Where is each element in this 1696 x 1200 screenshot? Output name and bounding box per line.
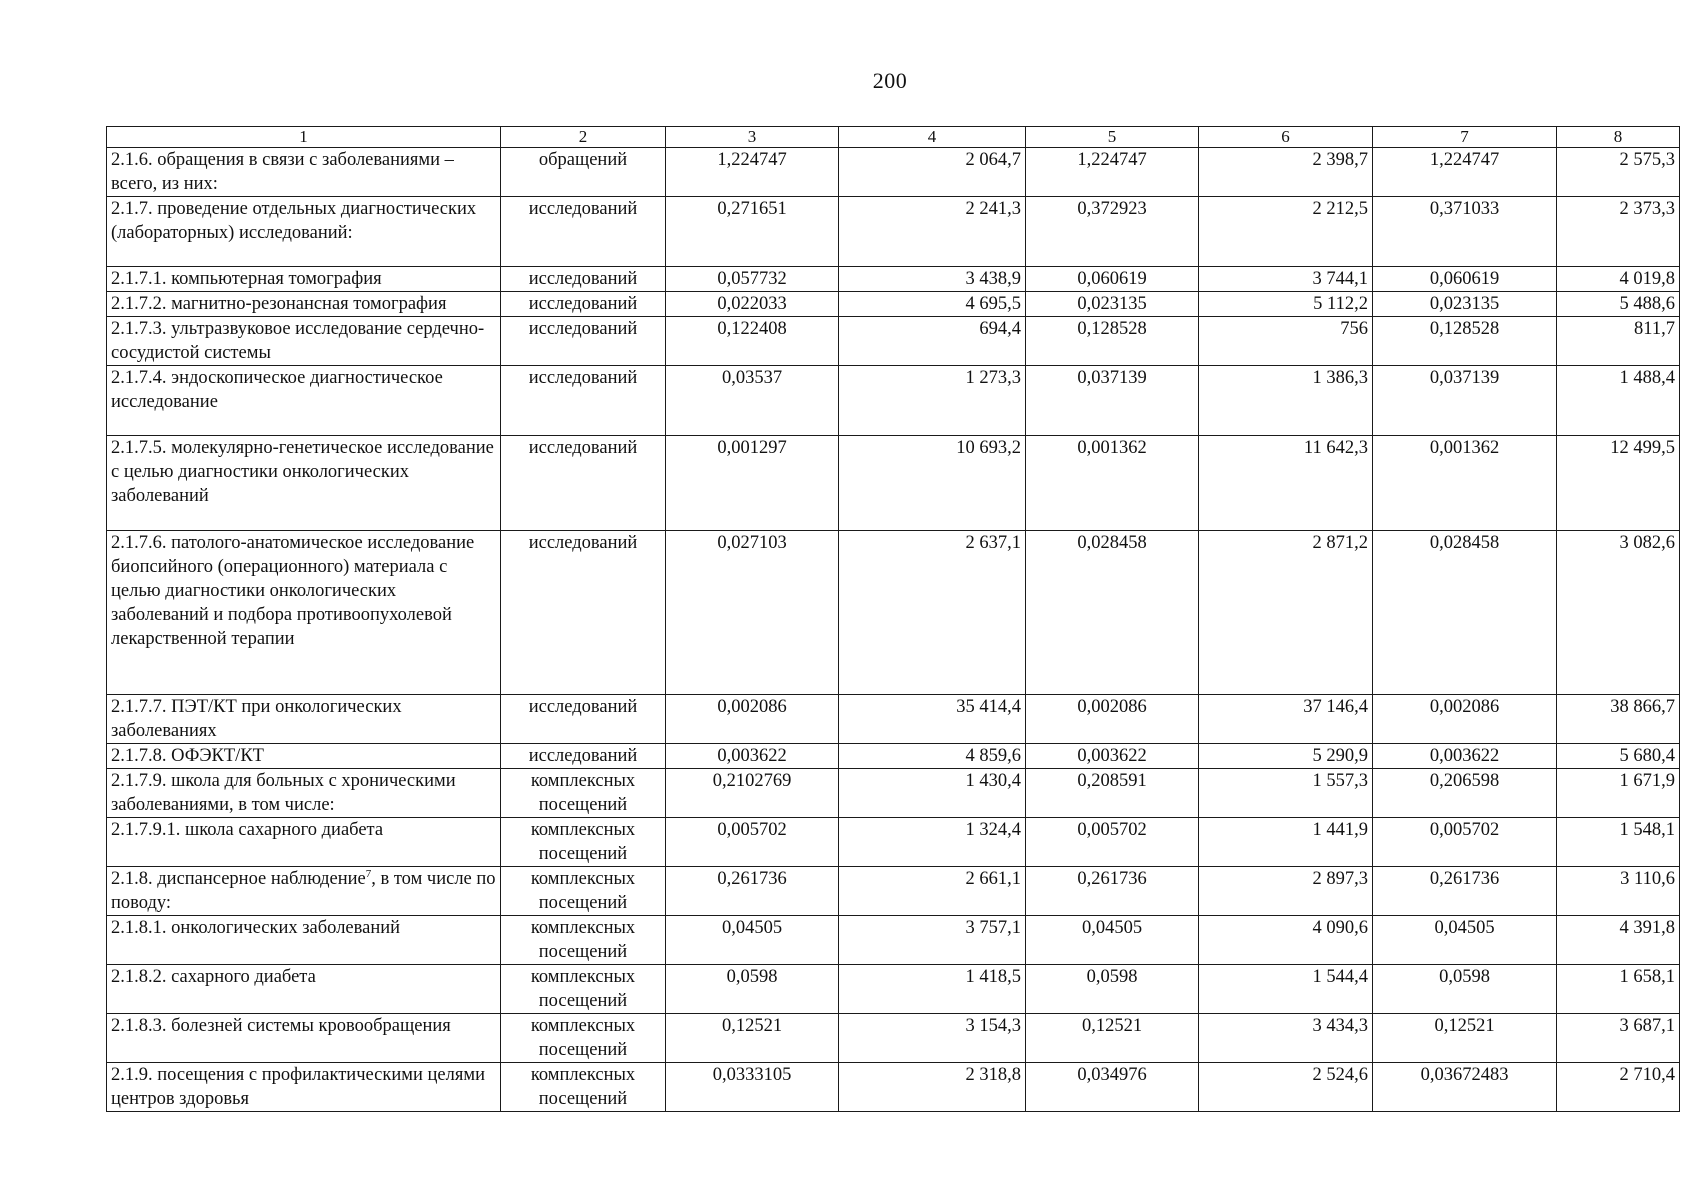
- cell-c5: 0,023135: [1026, 292, 1199, 317]
- column-header-8: 8: [1557, 127, 1680, 148]
- row-unit: комплексных посещений: [501, 916, 666, 965]
- cell-c3: 0,261736: [666, 867, 839, 916]
- column-header-3: 3: [666, 127, 839, 148]
- table-row: [107, 531, 1680, 695]
- header-row: [107, 127, 1680, 148]
- row-unit: исследований: [501, 292, 666, 317]
- cell-c5: 1,224747: [1026, 148, 1199, 197]
- row-name: [107, 744, 501, 769]
- cell-c8: 4 391,8: [1557, 916, 1680, 965]
- row-unit: исследований: [501, 531, 666, 695]
- cell-c8: 5 680,4: [1557, 744, 1680, 769]
- row-name: [107, 965, 501, 1014]
- cell-c4: 1 324,4: [839, 818, 1026, 867]
- row-name: [107, 436, 501, 531]
- cell-c6: 2 524,6: [1199, 1063, 1373, 1112]
- cell-c7: 0,12521: [1373, 1014, 1557, 1063]
- cell-c7: 1,224747: [1373, 148, 1557, 197]
- row-name: [107, 197, 501, 267]
- cell-c4: 10 693,2: [839, 436, 1026, 531]
- table-row: [107, 197, 1680, 267]
- cell-c5: 0,005702: [1026, 818, 1199, 867]
- cell-c6: 2 871,2: [1199, 531, 1373, 695]
- cell-c3: 0,0333105: [666, 1063, 839, 1112]
- row-name-text: 2.1.7. проведение отдельных диагностических (лабораторных) исследований:: [111, 199, 477, 243]
- row-name-text: 2.1.8.2. сахарного диабета: [111, 967, 316, 987]
- cell-c4: 3 757,1: [839, 916, 1026, 965]
- row-name-text: 2.1.7.9.1. школа сахарного диабета: [111, 820, 384, 840]
- row-name-text: 2.1.7.8. ОФЭКТ/КТ: [111, 746, 264, 766]
- row-name: [107, 148, 501, 197]
- cell-c7: 0,023135: [1373, 292, 1557, 317]
- cell-c5: 0,037139: [1026, 366, 1199, 436]
- table-row: [107, 366, 1680, 436]
- cell-c4: 1 273,3: [839, 366, 1026, 436]
- cell-c8: 1 671,9: [1557, 769, 1680, 818]
- cell-c6: 2 212,5: [1199, 197, 1373, 267]
- row-name-text: 2.1.7.5. молекулярно-генетическое исследование с целью диагностики онкологических заболеваний: [111, 438, 494, 506]
- row-name: [107, 531, 501, 695]
- row-name: [107, 1014, 501, 1063]
- cell-c6: 3 434,3: [1199, 1014, 1373, 1063]
- cell-c8: 2 710,4: [1557, 1063, 1680, 1112]
- cell-c5: 0,0598: [1026, 965, 1199, 1014]
- cell-c7: 0,261736: [1373, 867, 1557, 916]
- row-name-text: 2.1.7.9. школа для больных с хроническими заболеваниями, в том числе:: [111, 771, 456, 815]
- cell-c4: 2 637,1: [839, 531, 1026, 695]
- row-name: [107, 292, 501, 317]
- row-unit: исследований: [501, 744, 666, 769]
- cell-c4: 694,4: [839, 317, 1026, 366]
- row-name-text: 2.1.6. обращения в связи с заболеваниями – всего, из них:: [111, 150, 454, 194]
- cell-c3: 0,03537: [666, 366, 839, 436]
- cell-c4: 4 859,6: [839, 744, 1026, 769]
- cell-c5: 0,12521: [1026, 1014, 1199, 1063]
- row-unit: исследований: [501, 366, 666, 436]
- cell-c5: 0,128528: [1026, 317, 1199, 366]
- cell-c3: 0,001297: [666, 436, 839, 531]
- cell-c3: 0,003622: [666, 744, 839, 769]
- cell-c6: 1 441,9: [1199, 818, 1373, 867]
- row-unit: комплексных посещений: [501, 1014, 666, 1063]
- cell-c3: 0,122408: [666, 317, 839, 366]
- row-unit: комплексных посещений: [501, 867, 666, 916]
- cell-c8: 3 110,6: [1557, 867, 1680, 916]
- cell-c4: 1 430,4: [839, 769, 1026, 818]
- row-name-text: 2.1.7.4. эндоскопическое диагностическое исследование: [111, 368, 443, 412]
- cell-c7: 0,037139: [1373, 366, 1557, 436]
- row-name-text: 2.1.7.1. компьютерная томография: [111, 269, 382, 289]
- row-name-suffix: , в том числе по поводу:: [111, 869, 496, 913]
- cell-c5: 0,003622: [1026, 744, 1199, 769]
- column-header-2: 2: [501, 127, 666, 148]
- cell-c8: 5 488,6: [1557, 292, 1680, 317]
- cell-c6: 1 557,3: [1199, 769, 1373, 818]
- column-header-7: 7: [1373, 127, 1557, 148]
- cell-c7: 0,028458: [1373, 531, 1557, 695]
- table-row: [107, 317, 1680, 366]
- table-row: [107, 744, 1680, 769]
- cell-c3: 0,12521: [666, 1014, 839, 1063]
- row-unit: комплексных посещений: [501, 769, 666, 818]
- column-header-5: 5: [1026, 127, 1199, 148]
- cell-c6: 5 112,2: [1199, 292, 1373, 317]
- table-row: [107, 436, 1680, 531]
- footnote-mark: 7: [365, 867, 372, 880]
- cell-c3: 0,002086: [666, 695, 839, 744]
- cell-c3: 1,224747: [666, 148, 839, 197]
- row-name-text: 2.1.8.3. болезней системы кровообращения: [111, 1016, 451, 1036]
- row-name-text: 2.1.7.7. ПЭТ/КТ при онкологических заболеваниях: [111, 697, 402, 741]
- cell-c3: 0,2102769: [666, 769, 839, 818]
- row-name-text: 2.1.9. посещения с профилактическими целями центров здоровья: [111, 1065, 485, 1109]
- cell-c7: 0,001362: [1373, 436, 1557, 531]
- cell-c8: 1 548,1: [1557, 818, 1680, 867]
- table-row: [107, 818, 1680, 867]
- cell-c8: 3 082,6: [1557, 531, 1680, 695]
- cell-c6: 37 146,4: [1199, 695, 1373, 744]
- row-name-text: 2.1.7.3. ультразвуковое исследование сердечно-сосудистой системы: [111, 319, 485, 363]
- row-unit: исследований: [501, 197, 666, 267]
- cell-c5: 0,261736: [1026, 867, 1199, 916]
- row-name: [107, 867, 501, 916]
- cell-c3: 0,022033: [666, 292, 839, 317]
- cell-c3: 0,057732: [666, 267, 839, 292]
- table-row: [107, 1014, 1680, 1063]
- cell-c6: 1 544,4: [1199, 965, 1373, 1014]
- cell-c7: 0,04505: [1373, 916, 1557, 965]
- cell-c7: 0,005702: [1373, 818, 1557, 867]
- cell-c6: 1 386,3: [1199, 366, 1373, 436]
- row-unit: комплексных посещений: [501, 818, 666, 867]
- cell-c8: 3 687,1: [1557, 1014, 1680, 1063]
- cell-c4: 4 695,5: [839, 292, 1026, 317]
- cell-c5: 0,04505: [1026, 916, 1199, 965]
- row-unit: исследований: [501, 317, 666, 366]
- cell-c8: 4 019,8: [1557, 267, 1680, 292]
- cell-c7: 0,03672483: [1373, 1063, 1557, 1112]
- cell-c6: 4 090,6: [1199, 916, 1373, 965]
- cell-c5: 0,001362: [1026, 436, 1199, 531]
- data-table: [106, 126, 1680, 1112]
- row-unit: исследований: [501, 436, 666, 531]
- cell-c4: 3 154,3: [839, 1014, 1026, 1063]
- cell-c7: 0,060619: [1373, 267, 1557, 292]
- cell-c7: 0,371033: [1373, 197, 1557, 267]
- cell-c4: 35 414,4: [839, 695, 1026, 744]
- table-row: [107, 965, 1680, 1014]
- cell-c6: 5 290,9: [1199, 744, 1373, 769]
- row-unit: комплексных посещений: [501, 965, 666, 1014]
- table-row: [107, 916, 1680, 965]
- table-row: [107, 695, 1680, 744]
- column-header-4: 4: [839, 127, 1026, 148]
- row-name-text: 2.1.8. диспансерное наблюдение: [111, 869, 366, 889]
- cell-c7: 0,128528: [1373, 317, 1557, 366]
- cell-c6: 3 744,1: [1199, 267, 1373, 292]
- cell-c4: 2 241,3: [839, 197, 1026, 267]
- cell-c8: 2 575,3: [1557, 148, 1680, 197]
- cell-c3: 0,271651: [666, 197, 839, 267]
- row-name: [107, 818, 501, 867]
- table-row: [107, 292, 1680, 317]
- cell-c5: 0,002086: [1026, 695, 1199, 744]
- cell-c8: 1 488,4: [1557, 366, 1680, 436]
- table-row: [107, 267, 1680, 292]
- row-name-text: 2.1.8.1. онкологических заболеваний: [111, 918, 401, 938]
- row-name-text: 2.1.7.6. патолого-анатомическое исследование биопсийного (операционного) материала с целью диагностики онкологических заболеваний и подбора противоопухолевой лекарственной терапии: [111, 533, 475, 649]
- cell-c6: 756: [1199, 317, 1373, 366]
- row-name: [107, 267, 501, 292]
- row-unit: комплексных посещений: [501, 1063, 666, 1112]
- cell-c7: 0,003622: [1373, 744, 1557, 769]
- cell-c3: 0,005702: [666, 818, 839, 867]
- row-name: [107, 317, 501, 366]
- row-name: [107, 769, 501, 818]
- cell-c5: 0,028458: [1026, 531, 1199, 695]
- cell-c8: 1 658,1: [1557, 965, 1680, 1014]
- cell-c8: 811,7: [1557, 317, 1680, 366]
- cell-c4: 3 438,9: [839, 267, 1026, 292]
- row-name: [107, 366, 501, 436]
- cell-c4: 2 064,7: [839, 148, 1026, 197]
- cell-c3: 0,04505: [666, 916, 839, 965]
- row-name-text: 2.1.7.2. магнитно-резонансная томография: [111, 294, 447, 314]
- cell-c3: 0,027103: [666, 531, 839, 695]
- cell-c8: 2 373,3: [1557, 197, 1680, 267]
- cell-c8: 38 866,7: [1557, 695, 1680, 744]
- row-unit: исследований: [501, 267, 666, 292]
- cell-c7: 0,0598: [1373, 965, 1557, 1014]
- cell-c4: 2 661,1: [839, 867, 1026, 916]
- row-name: [107, 695, 501, 744]
- cell-c4: 2 318,8: [839, 1063, 1026, 1112]
- row-name: [107, 1063, 501, 1112]
- page-number: 200: [872, 68, 908, 93]
- row-unit: обращений: [501, 148, 666, 197]
- table-row: [107, 148, 1680, 197]
- cell-c6: 11 642,3: [1199, 436, 1373, 531]
- cell-c8: 12 499,5: [1557, 436, 1680, 531]
- table-row: [107, 769, 1680, 818]
- cell-c5: 0,372923: [1026, 197, 1199, 267]
- cell-c5: 0,034976: [1026, 1063, 1199, 1112]
- row-name: [107, 916, 501, 965]
- cell-c4: 1 418,5: [839, 965, 1026, 1014]
- cell-c7: 0,002086: [1373, 695, 1557, 744]
- cell-c6: 2 897,3: [1199, 867, 1373, 916]
- cell-c5: 0,060619: [1026, 267, 1199, 292]
- table-row: [107, 1063, 1680, 1112]
- cell-c3: 0,0598: [666, 965, 839, 1014]
- table-row: [107, 867, 1680, 916]
- cell-c6: 2 398,7: [1199, 148, 1373, 197]
- cell-c7: 0,206598: [1373, 769, 1557, 818]
- column-header-6: 6: [1199, 127, 1373, 148]
- row-unit: исследований: [501, 695, 666, 744]
- cell-c5: 0,208591: [1026, 769, 1199, 818]
- column-header-1: 1: [107, 127, 501, 148]
